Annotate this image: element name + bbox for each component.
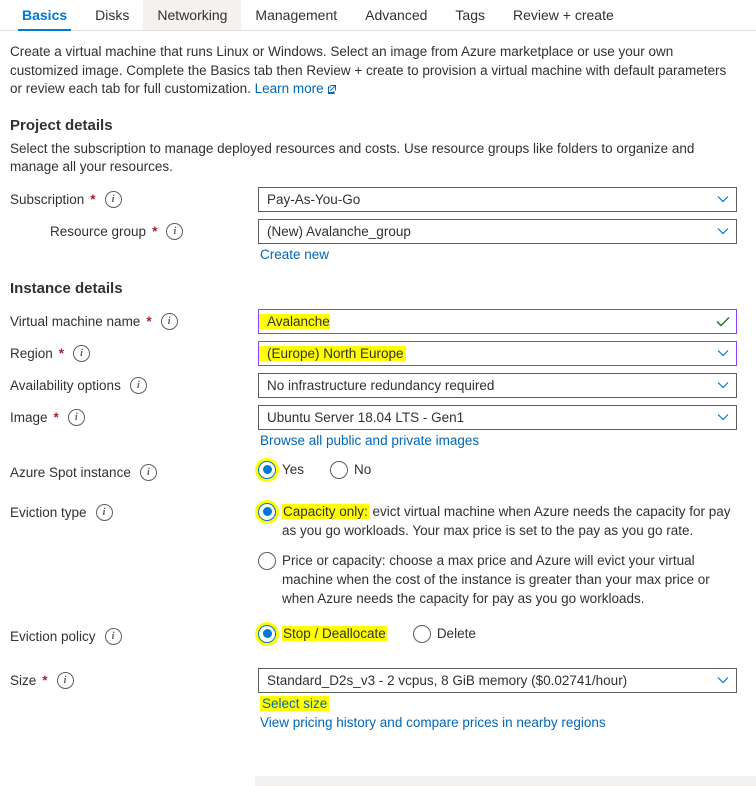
- select-size-link[interactable]: [260, 696, 329, 711]
- chevron-down-icon: [710, 413, 736, 421]
- availability-options-value: No infrastructure redundancy required: [267, 377, 495, 393]
- required-asterisk: *: [90, 191, 96, 207]
- project-details-heading: Project details: [10, 116, 113, 134]
- eviction-policy-option-stop[interactable]: [258, 624, 387, 643]
- vm-name-label: [10, 309, 258, 335]
- intro-description: Create a virtual machine that runs Linux or Windows. Select an image from Azure marketplace or use your own customized image. Complete the Basics tab then Review + create to provision a virtual machine with default parameters or review each tab for full customization.: [10, 44, 727, 96]
- tab-management-label: Management: [255, 7, 338, 23]
- vm-name-input[interactable]: Avalanche: [259, 314, 330, 329]
- image-field: [258, 405, 756, 430]
- radio-icon-checked[interactable]: [258, 503, 276, 521]
- resource-group-select[interactable]: [258, 219, 737, 244]
- eviction-policy-label-text: Eviction policy: [10, 628, 96, 644]
- eviction-type-price-label: Price or capacity: choose a max price and Azure will evict your virtual machine when the cost of the instance is greater than your max price or when Azure needs the capacity for pay as you go workloads.: [282, 552, 710, 606]
- eviction-type-row: [0, 486, 756, 608]
- image-label-text: Image: [10, 409, 48, 425]
- tab-tags-label: Tags: [455, 7, 485, 23]
- region-row: [0, 335, 756, 367]
- eviction-type-capacity-label: [282, 502, 737, 540]
- vm-name-label-text: Virtual machine name: [10, 313, 141, 329]
- region-label-text: Region: [10, 345, 53, 361]
- external-link-icon: [327, 84, 337, 94]
- tab-disks-label: Disks: [95, 7, 130, 23]
- spot-instance-label: [10, 460, 258, 486]
- tab-basics[interactable]: [8, 0, 81, 30]
- region-value: (Europe) North Europe: [259, 346, 406, 361]
- wizard-tabs: [0, 0, 756, 31]
- required-asterisk: *: [53, 409, 59, 425]
- pricing-history-link[interactable]: View pricing history and compare prices in nearby regions: [260, 714, 606, 730]
- eviction-type-option-price-or-capacity[interactable]: [258, 549, 756, 608]
- image-info-icon[interactable]: i: [68, 409, 85, 426]
- spot-instance-no-label: No: [354, 461, 372, 477]
- spot-instance-field: [258, 460, 756, 479]
- availability-options-info-icon[interactable]: i: [130, 377, 147, 394]
- region-label: [10, 341, 258, 367]
- tab-tags[interactable]: [441, 0, 499, 30]
- eviction-policy-delete-label: Delete: [436, 625, 476, 641]
- eviction-type-capacity-highlight: Capacity only:: [283, 503, 368, 519]
- region-info-icon[interactable]: i: [73, 345, 90, 362]
- pricing-history-wrapper: [0, 711, 756, 730]
- radio-icon-unchecked[interactable]: [258, 552, 276, 570]
- resource-group-info-icon[interactable]: i: [166, 223, 183, 240]
- spot-instance-option-yes[interactable]: [258, 460, 304, 479]
- spot-instance-option-no[interactable]: [330, 460, 371, 479]
- eviction-policy-info-icon[interactable]: i: [105, 628, 122, 645]
- resource-group-label-text: Resource group: [50, 223, 147, 239]
- spot-instance-label-text: Azure Spot instance: [10, 464, 131, 480]
- required-asterisk: *: [58, 345, 65, 361]
- subscription-value: Pay-As-You-Go: [267, 191, 361, 207]
- create-new-link[interactable]: Create new: [260, 246, 330, 262]
- eviction-policy-row: [0, 608, 756, 650]
- vm-name-info-icon[interactable]: i: [161, 313, 178, 330]
- subscription-row: [0, 181, 756, 213]
- image-select[interactable]: [258, 405, 737, 430]
- resource-group-label: [10, 219, 258, 245]
- size-select[interactable]: [258, 668, 737, 693]
- instance-details-heading: Instance details: [10, 279, 123, 297]
- eviction-type-capacity-rest: evict virtual machine when Azure needs the capacity for pay as you go workloads. Your max price is set to the pay as you go rate.: [282, 503, 731, 538]
- size-value: Standard_D2s_v3 - 2 vcpus, 8 GiB memory ($0.02741/hour): [267, 672, 628, 688]
- availability-options-field: [258, 373, 756, 398]
- radio-icon-checked[interactable]: [258, 625, 276, 643]
- eviction-type-radio-group: [258, 500, 756, 608]
- tab-networking-label: Networking: [157, 7, 228, 23]
- chevron-down-icon: [710, 349, 736, 357]
- subscription-info-icon[interactable]: i: [105, 191, 122, 208]
- resource-group-field: [258, 219, 756, 244]
- size-label: [10, 668, 258, 694]
- eviction-policy-option-delete[interactable]: [413, 624, 476, 643]
- tab-management[interactable]: [241, 0, 351, 30]
- tab-basics-label: Basics: [22, 7, 68, 23]
- availability-options-select[interactable]: [258, 373, 737, 398]
- radio-icon-unchecked[interactable]: [330, 461, 348, 479]
- image-row: [0, 399, 756, 431]
- availability-options-label-text: Availability options: [10, 377, 121, 393]
- eviction-type-field: [258, 500, 756, 608]
- availability-options-row: [0, 367, 756, 399]
- spot-instance-info-icon[interactable]: i: [140, 464, 157, 481]
- subscription-field: [258, 187, 756, 212]
- tab-networking[interactable]: [143, 0, 241, 30]
- spot-instance-radio-group: [258, 460, 756, 479]
- vm-name-field: [258, 309, 756, 334]
- tab-disks[interactable]: [81, 0, 143, 30]
- browse-images-link[interactable]: Browse all public and private images: [260, 432, 480, 448]
- tab-advanced[interactable]: [351, 0, 441, 30]
- learn-more-link[interactable]: [255, 81, 324, 96]
- browse-images-wrapper: [0, 431, 756, 448]
- radio-icon-unchecked[interactable]: [413, 625, 431, 643]
- eviction-policy-stop-label: [282, 624, 387, 643]
- subscription-label: [10, 187, 258, 213]
- chevron-down-icon: [710, 227, 736, 235]
- spot-instance-yes-label: Yes: [282, 461, 305, 477]
- required-asterisk: *: [146, 313, 152, 329]
- valid-check-icon: [710, 316, 736, 327]
- intro-text: [0, 31, 756, 99]
- availability-options-label: [10, 373, 258, 399]
- eviction-policy-radio-group: [258, 624, 756, 643]
- image-value: Ubuntu Server 18.04 LTS - Gen1: [267, 409, 465, 425]
- subscription-select[interactable]: [258, 187, 737, 212]
- radio-icon-checked[interactable]: [258, 461, 276, 479]
- select-size-label: Select size: [262, 695, 328, 711]
- tab-advanced-label: Advanced: [365, 7, 428, 23]
- tab-review-create-label: Review + create: [513, 7, 614, 23]
- size-field: [258, 668, 756, 693]
- project-details-description: Select the subscription to manage deployed resources and costs. Use resource groups like folders to organize and manage all your resources.: [10, 140, 695, 174]
- select-size-wrapper: [0, 694, 756, 711]
- learn-more-label: Learn more: [254, 81, 324, 96]
- spot-instance-row: [0, 448, 756, 486]
- resource-group-value: (New) Avalanche_group: [267, 223, 411, 239]
- image-label: [10, 405, 258, 431]
- required-asterisk: *: [152, 223, 158, 239]
- required-asterisk: *: [42, 672, 48, 688]
- size-row: [0, 650, 756, 694]
- size-info-icon[interactable]: i: [57, 672, 74, 689]
- vm-name-row: [0, 303, 756, 335]
- chevron-down-icon: [710, 195, 736, 203]
- bottom-divider: [255, 776, 756, 786]
- eviction-policy-label: [10, 624, 258, 650]
- create-new-resource-group-wrapper: [0, 245, 756, 262]
- subscription-label-text: Subscription: [10, 191, 85, 207]
- eviction-type-label: [10, 500, 258, 526]
- eviction-type-option-capacity[interactable]: [258, 500, 756, 540]
- region-field: [258, 341, 756, 366]
- chevron-down-icon: [710, 381, 736, 389]
- tab-review-create[interactable]: [499, 0, 628, 30]
- vm-name-input-wrapper[interactable]: [258, 309, 737, 334]
- size-label-text: Size: [10, 672, 37, 688]
- region-select[interactable]: [258, 341, 737, 366]
- resource-group-row: [0, 213, 756, 245]
- eviction-type-label-text: Eviction type: [10, 504, 87, 520]
- chevron-down-icon: [710, 676, 736, 684]
- eviction-policy-stop-text: Stop / Deallocate: [283, 625, 386, 641]
- eviction-policy-field: [258, 624, 756, 643]
- eviction-type-info-icon[interactable]: i: [96, 504, 113, 521]
